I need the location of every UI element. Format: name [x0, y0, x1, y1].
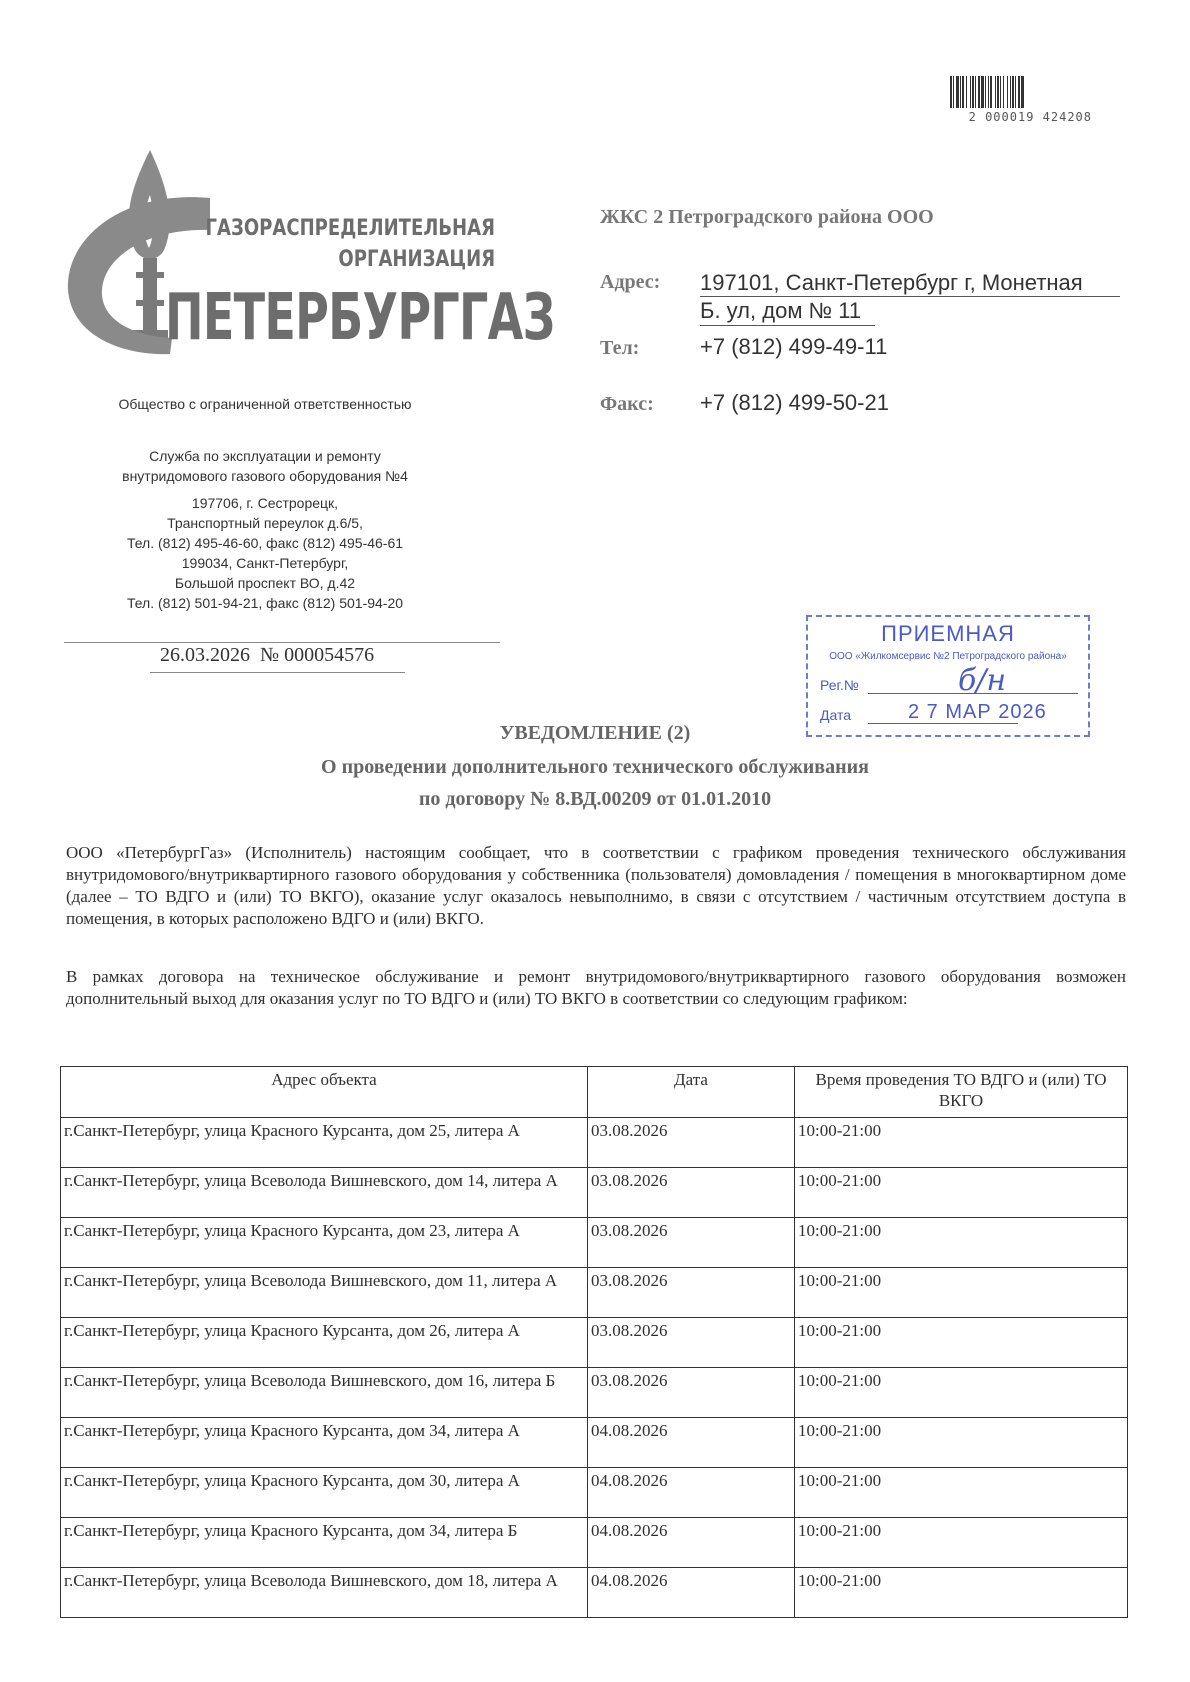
barcode-number: 2 000019 424208: [968, 110, 1092, 124]
barcode-bar: [997, 76, 999, 108]
sender-address-line: Транспортный переулок д.6/5,: [167, 515, 363, 531]
table-row: [61, 1518, 1128, 1568]
cell-time: 10:00-21:00: [795, 1568, 1128, 1618]
cell-date: 03.08.2026: [588, 1318, 795, 1368]
table-row: [61, 1568, 1128, 1618]
barcode-bar: [1018, 76, 1020, 108]
notice-subtitle: О проведении дополнительного технического обслуживания: [321, 756, 869, 778]
barcode-bar: [995, 76, 996, 108]
reception-stamp: [806, 615, 1090, 737]
barcode-bar: [981, 76, 984, 108]
cell-address: г.Санкт-Петербург, улица Красного Курсанта, дом 30, литера А: [61, 1468, 588, 1518]
cell-date: 04.08.2026: [588, 1418, 795, 1468]
recipient-address-line-1: 197101, Санкт-Петербург г, Монетная: [700, 270, 1083, 295]
barcode-bar: [1007, 76, 1008, 108]
org-line-1: ГАЗОРАСПРЕДЕЛИТЕЛЬНАЯ: [205, 216, 495, 241]
cell-date: 04.08.2026: [588, 1468, 795, 1518]
cell-address: г.Санкт-Петербург, улица Всеволода Вишневского, дом 14, литера А: [61, 1168, 588, 1218]
table-row: [61, 1168, 1128, 1218]
barcode-bar: [1000, 76, 1001, 108]
barcode-bar: [960, 76, 961, 108]
divider: [64, 642, 500, 643]
cell-address: г.Санкт-Петербург, улица Красного Курсанта, дом 34, литера А: [61, 1418, 588, 1468]
stamp-date-value: 2 7 МАР 2026: [908, 701, 1047, 723]
stamp-subtitle: ООО «Жилкомсервис №2 Петроградского района»: [829, 651, 1067, 662]
sender-address-line: 199034, Санкт-Петербург,: [181, 555, 349, 571]
table-row: [61, 1468, 1128, 1518]
barcode-bar: [950, 76, 952, 108]
cell-date: 03.08.2026: [588, 1218, 795, 1268]
cell-address: г.Санкт-Петербург, улица Красного Курсанта, дом 26, литера А: [61, 1318, 588, 1368]
barcode-bar: [966, 76, 967, 108]
cell-address: г.Санкт-Петербург, улица Красного Курсанта, дом 34, литера Б: [61, 1518, 588, 1568]
barcode-bar: [972, 76, 974, 108]
barcode-bar: [990, 76, 992, 108]
service-line-1: Служба по эксплуатации и ремонту: [149, 448, 381, 464]
table-row: [61, 1418, 1128, 1468]
org-type: Общество с ограниченной ответственностью: [118, 396, 412, 412]
cell-address: г.Санкт-Петербург, улица Всеволода Вишневского, дом 18, литера А: [61, 1568, 588, 1618]
barcode-bar: [1003, 76, 1004, 108]
stamp-reg-label: Рег.№: [820, 677, 859, 693]
sender-address-line: 197706, г. Сестрорецк,: [191, 495, 339, 511]
divider: [150, 672, 405, 673]
recipient-fax: +7 (812) 499-50-21: [700, 390, 889, 415]
barcode-bar: [975, 76, 976, 108]
barcode-bar: [953, 76, 954, 108]
recipient-address-line-2: Б. ул, дом № 11: [700, 298, 862, 323]
barcode-bar: [962, 76, 964, 108]
stamp-title: ПРИЕМНАЯ: [881, 621, 1015, 646]
column-header-address: Адрес объекта: [61, 1067, 588, 1118]
table-row: [61, 1318, 1128, 1368]
cell-address: г.Санкт-Петербург, улица Красного Курсанта, дом 23, литера А: [61, 1218, 588, 1268]
recipient-tel: +7 (812) 499-49-11: [700, 334, 888, 359]
sender-address-line: Большой проспект ВО, д.42: [174, 575, 356, 591]
stamp-reg-value: б/н: [958, 663, 1007, 698]
cell-time: 10:00-21:00: [795, 1268, 1128, 1318]
cell-time: 10:00-21:00: [795, 1218, 1128, 1268]
recipient-tel-label: Тел:: [600, 337, 640, 359]
cell-address: г.Санкт-Петербург, улица Всеволода Вишневского, дом 16, литера Б: [61, 1368, 588, 1418]
document-date-number: 26.03.2026 № 000054576: [160, 644, 375, 666]
body-paragraph-1: ООО «ПетербургГаз» (Исполнитель) настоящим сообщает, что в соответствии с графиком проведения технического обслуживания внутридомового/внутриквартирного газового оборудования у собственника (пользователя) домовладения / помещения в многоквартирном доме (далее – ТО ВДГО и (или) ТО ВКГО), оказание услуг оказалось невыполнимо, в связи с отсутствием / частичным отсутствием доступа в помещения, в которых расположено ВДГО и (или) ВКГО.: [66, 843, 1126, 928]
notice-title: УВЕДОМЛЕНИЕ (2): [499, 722, 691, 744]
barcode-bar: [970, 76, 971, 108]
barcode-bar: [956, 76, 959, 108]
barcode-bar: [1012, 76, 1014, 108]
notice-contract: по договору № 8.ВД.00209 от 01.01.2010: [418, 788, 772, 810]
barcode-bar: [1021, 76, 1024, 108]
barcode-bar: [1015, 76, 1016, 108]
recipient-name: ЖКС 2 Петроградского района ООО: [600, 206, 934, 228]
table-row: [61, 1268, 1128, 1318]
sender-address-line: Тел. (812) 495-46-60, факс (812) 495-46-61: [126, 535, 404, 551]
stamp-date-label: Дата: [820, 707, 852, 723]
cell-date: 04.08.2026: [588, 1568, 795, 1618]
table-row: [61, 1218, 1128, 1268]
org-line-2: ОРГАНИЗАЦИЯ: [338, 247, 495, 272]
cell-date: 03.08.2026: [588, 1118, 795, 1168]
cell-date: 03.08.2026: [588, 1168, 795, 1218]
cell-time: 10:00-21:00: [795, 1468, 1128, 1518]
barcode: [950, 76, 1090, 108]
table-row: [61, 1368, 1128, 1418]
recipient-address-label: Адрес:: [600, 271, 661, 293]
cell-time: 10:00-21:00: [795, 1168, 1128, 1218]
body-paragraph-2: В рамках договора на техническое обслуживание и ремонт внутридомового/внутриквартирного газового оборудования возможен дополнительный выход для оказания услуг по ТО ВДГО и (или) ТО ВКГО в соответствии со следующим графиком:: [66, 967, 1126, 1008]
cell-time: 10:00-21:00: [795, 1318, 1128, 1368]
cell-address: г.Санкт-Петербург, улица Красного Курсанта, дом 25, литера А: [61, 1118, 588, 1168]
divider: [700, 296, 1120, 297]
cell-date: 03.08.2026: [588, 1368, 795, 1418]
cell-time: 10:00-21:00: [795, 1118, 1128, 1168]
cell-address: г.Санкт-Петербург, улица Всеволода Вишневского, дом 11, литера А: [61, 1268, 588, 1318]
cell-time: 10:00-21:00: [795, 1518, 1128, 1568]
table-row: [61, 1118, 1128, 1168]
sender-address-line: Тел. (812) 501-94-21, факс (812) 501-94-20: [126, 595, 404, 611]
barcode-bar: [988, 76, 989, 108]
sender-address-block: [60, 493, 470, 613]
brand-name: ПЕТЕРБУРГГАЗ: [165, 281, 555, 355]
cell-time: 10:00-21:00: [795, 1418, 1128, 1468]
column-header-date: Дата: [588, 1067, 795, 1118]
barcode-bar: [985, 76, 986, 108]
schedule-table: [60, 1066, 1128, 1618]
service-name: [60, 446, 470, 486]
cell-time: 10:00-21:00: [795, 1368, 1128, 1418]
cell-date: 04.08.2026: [588, 1518, 795, 1568]
table-header-row: [61, 1067, 1128, 1118]
service-line-2: внутридомового газового оборудования №4: [122, 468, 408, 484]
cell-date: 03.08.2026: [588, 1268, 795, 1318]
column-header-time: Время проведения ТО ВДГО и (или) ТО ВКГО: [795, 1067, 1128, 1118]
recipient-fax-label: Факс:: [600, 393, 654, 415]
barcode-bar: [978, 76, 980, 108]
divider: [700, 325, 875, 326]
barcode-bar: [1010, 76, 1011, 108]
